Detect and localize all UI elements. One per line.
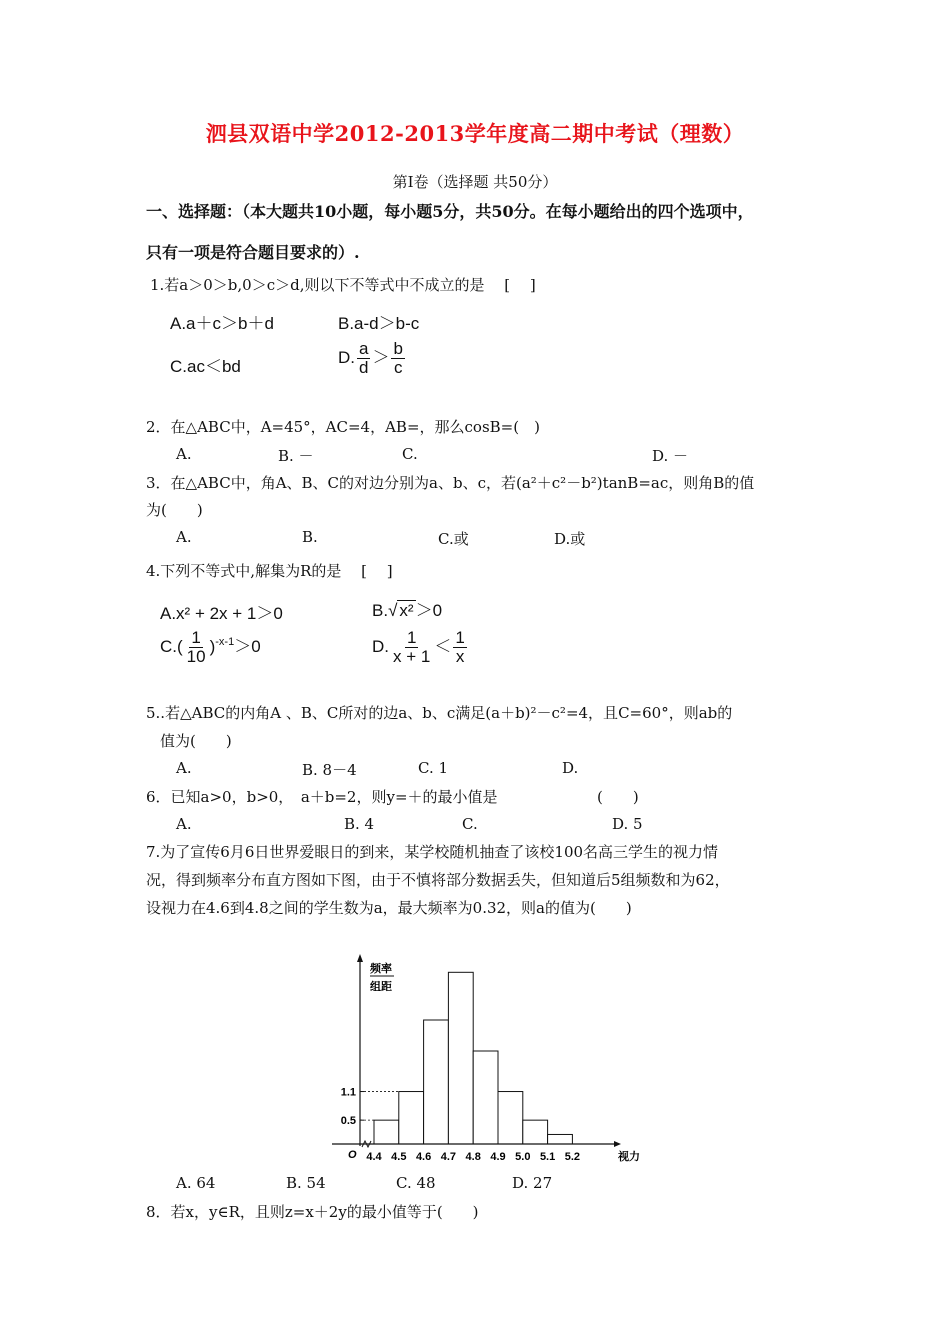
q4-b-relation: ＞0 xyxy=(415,601,443,620)
q4-d-fraction-2 xyxy=(453,629,466,666)
q5-stem-line1: 5..若△ABC的内角A 、B、C所对的边a、b、c满足(a＋b)²－c²=4，且C=60°，则ab的 xyxy=(146,704,733,722)
hist-x-tick-label: 5.1 xyxy=(539,1151,556,1163)
q1-option-a: A.a＋c＞b＋d xyxy=(170,314,274,333)
y-axis-label-denominator: 组距 xyxy=(370,981,392,993)
q1-d-num-2: b xyxy=(393,339,403,358)
q5-option-a: A. xyxy=(176,759,192,777)
section-instruction-line1: 一、选择题：（本大题共10小题，每小题5分，共50分。在每小题给出的四个选项中， xyxy=(146,202,754,221)
q2-option-c: C. xyxy=(402,445,418,463)
q4-c-den: 10 xyxy=(186,646,206,666)
q7-stem-line2: 况，得到频率分布直方图如下图，由于不慎将部分数据丢失，但知道后5组频数和为62， xyxy=(146,871,730,889)
q4-option-d xyxy=(372,629,469,666)
q4-d-relation: ＜ xyxy=(434,636,452,656)
q4-c-paren-close: ) xyxy=(209,636,216,656)
hist-x-tick-label: 5.0 xyxy=(515,1151,531,1163)
hist-reference-lines xyxy=(360,1092,399,1121)
q3-option-c: C.或 xyxy=(438,530,469,548)
sqrt-icon: √ xyxy=(388,601,398,620)
hist-bars xyxy=(374,972,572,1144)
q3-stem-line1: 3．在△ABC中，角A、B、C的对边分别为a、b、c，若(a²＋c²－b²)tanB=ac，则角B的值 xyxy=(146,474,755,492)
hist-x-tick-label: 4.8 xyxy=(465,1151,481,1163)
hist-bar xyxy=(548,1134,573,1144)
q3-option-b: B. xyxy=(302,528,318,546)
hist-y-tick-label: 0.5 xyxy=(340,1115,356,1128)
q4-d-den-2: x xyxy=(455,646,465,666)
q4-d-num-2: 1 xyxy=(455,628,465,647)
q4-option-b-label: B. xyxy=(372,601,389,620)
q8-stem: 8．若x，y∈R，且则z=x＋2y的最小值等于( ) xyxy=(146,1203,479,1221)
q6-answer-paren: ( ) xyxy=(597,788,639,806)
origin-label: O xyxy=(348,1149,357,1161)
q3-option-d: D.或 xyxy=(554,530,586,548)
q2-stem: 2．在△ABC中，A=45°，AC=4，AB=，那么cosB=( ) xyxy=(146,418,540,436)
q2-option-a: A. xyxy=(176,445,192,463)
q2-option-b: B. － xyxy=(278,447,314,465)
q1-d-fraction-2 xyxy=(391,340,404,377)
q1-option-d xyxy=(338,340,407,377)
q7-option-a: A. 64 xyxy=(176,1174,216,1192)
y-axis-label-numerator: 频率 xyxy=(370,963,392,975)
y-axis-arrow-icon xyxy=(357,954,363,962)
q4-c-num: 1 xyxy=(191,628,201,647)
q1-option-d-label: D. xyxy=(338,347,355,367)
vision-frequency-histogram xyxy=(330,950,660,1165)
hist-x-tick-label: 5.2 xyxy=(564,1151,581,1163)
x-axis-arrow-icon xyxy=(614,1141,621,1147)
page-title: 泗县双语中学2012-2013学年度高二期中考试（理数） xyxy=(205,121,745,146)
q4-option-c xyxy=(160,629,261,666)
hist-x-tick-label: 4.5 xyxy=(391,1151,407,1163)
q6-option-b: B. 4 xyxy=(344,815,375,833)
q5-option-d: D. xyxy=(562,759,579,777)
hist-bar xyxy=(424,1020,449,1144)
q7-option-c: C. 48 xyxy=(396,1174,436,1192)
q6-stem: 6．已知a>0，b>0， a＋b=2，则y=＋的最小值是 xyxy=(146,788,498,806)
q4-c-relation: ＞0 xyxy=(234,636,261,656)
q1-d-num-1: a xyxy=(359,339,369,358)
q1-stem: 1.若a＞0＞b,0＞c＞d,则以下不等式中不成立的是 [ ] xyxy=(150,276,536,294)
hist-bar xyxy=(498,1092,523,1144)
q7-option-d: D. 27 xyxy=(512,1174,553,1192)
q6-option-d: D. 5 xyxy=(612,815,643,833)
q1-d-den-2: c xyxy=(393,357,403,377)
q7-stem-line3: 设视力在4.6到4.8之间的学生数为a，最大频率为0.32，则a的值为( ) xyxy=(146,899,632,917)
section-subtitle: 第Ⅰ卷（选择题 共50分） xyxy=(392,173,558,191)
q1-option-b: B.a-d＞b-c xyxy=(338,314,420,333)
q4-c-exponent: -x-1 xyxy=(215,636,235,649)
q6-option-c: C. xyxy=(462,815,478,833)
q1-d-den-1: d xyxy=(359,357,369,377)
q1-option-c: C.ac＜bd xyxy=(170,357,241,376)
hist-x-tick-label: 4.7 xyxy=(440,1151,457,1163)
hist-x-ticks xyxy=(366,1151,580,1163)
hist-bar xyxy=(473,1051,498,1144)
q7-option-b: B. 54 xyxy=(286,1174,326,1192)
q4-c-fraction xyxy=(185,629,208,666)
q3-stem-line2: 为( ) xyxy=(146,501,203,519)
hist-bar xyxy=(399,1092,424,1144)
hist-y-tick-label: 1.1 xyxy=(340,1086,356,1099)
q4-stem: 4.下列不等式中,解集为R的是 [ ] xyxy=(146,562,393,580)
q4-b-radicand: x² xyxy=(399,601,414,620)
hist-bar xyxy=(374,1120,399,1144)
q2-option-d: D. － xyxy=(652,447,689,465)
q3-option-a: A. xyxy=(176,528,192,546)
q4-option-b xyxy=(372,596,442,621)
hist-x-tick-label: 4.6 xyxy=(415,1151,432,1163)
q5-option-c: C. 1 xyxy=(418,759,449,777)
q4-option-a: A.x² + 2x + 1＞0 xyxy=(160,604,283,623)
q5-stem-line2: 值为( ) xyxy=(160,732,232,750)
hist-bar xyxy=(448,972,473,1144)
q1-d-relation: ＞ xyxy=(372,347,390,367)
hist-bar xyxy=(523,1120,548,1144)
q1-d-fraction-1 xyxy=(357,340,370,377)
x-axis-label: 视力 xyxy=(618,1151,640,1163)
q4-d-num-1: 1 xyxy=(406,628,417,647)
q4-d-fraction-1 xyxy=(391,629,432,666)
hist-x-tick-label: 4.4 xyxy=(366,1151,382,1163)
q6-option-a: A. xyxy=(176,815,192,833)
q7-stem-line1: 7.为了宣传6月6日世界爱眼日的到来，某学校随机抽查了该校100名高三学生的视力情 xyxy=(146,843,719,861)
axis-break-icon xyxy=(362,1141,371,1147)
section-instruction-line2: 只有一项是符合题目要求的）. xyxy=(146,243,360,262)
q4-option-c-label: C.( xyxy=(160,636,183,656)
q4-d-den-1: x + 1 xyxy=(393,646,431,666)
q5-option-b: B. 8－4 xyxy=(302,761,357,779)
hist-x-tick-label: 4.9 xyxy=(490,1151,506,1163)
q4-option-d-label: D. xyxy=(372,636,389,656)
